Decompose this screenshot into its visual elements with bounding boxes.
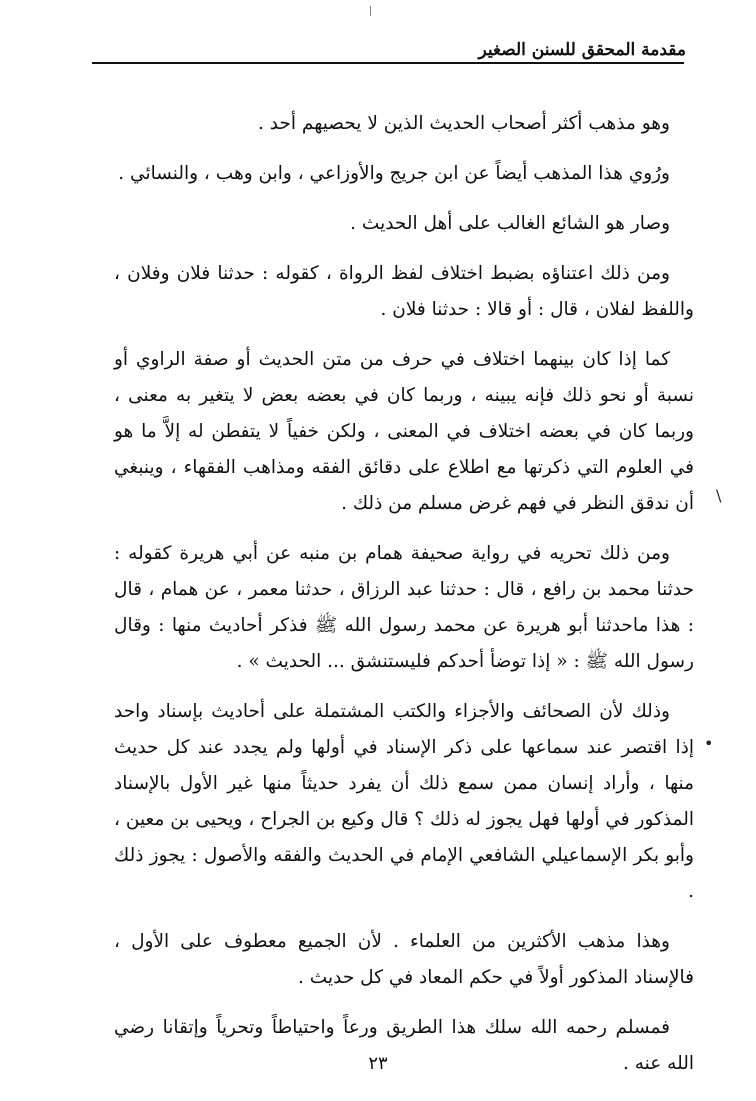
paragraph: ورُوي هذا المذهب أيضاً عن ابن جريج والأوزاعي ، وابن وهب ، والنسائي .	[118, 163, 670, 184]
paragraph: ومن ذلك اعتناؤه بضبط اختلاف لفظ الرواة ، كقوله : حدثنا فلان وفلان ، واللفظ لفلان ، قال : أو قالا : حدثنا فلان .	[114, 263, 694, 320]
header-rule	[92, 62, 684, 64]
scan-mark: \	[716, 486, 722, 505]
paragraph: ومن ذلك تحريه في رواية صحيفة همام بن منبه عن أبي هريرة كقوله : حدثنا محمد بن رافع ، قال : حدثنا عبد الرزاق ، حدثنا معمر ، عن همام ، قال : هذا ماحدثنا أبو هريرة عن محمد رسول الله ﷺ فذكر أحاديث منها : وقال رسول الله ﷺ : « إذا توضأ أحدكم فليستنشق ... الحديث » .	[114, 543, 694, 672]
paragraph: فمسلم رحمه الله سلك هذا الطريق ورعاً واحتياطاً وتحرياً وإتقانا رضي الله عنه .	[114, 1017, 694, 1074]
scan-mark: •	[704, 734, 714, 753]
body-text	[114, 106, 694, 1096]
paragraph: وذلك لأن الصحائف والأجزاء والكتب المشتملة على أحاديث بإسناد واحد إذا اقتصر عند سماعها على ذكر الإسناد في أولها ولم يجدد عند كل حديث منها ، وأراد إنسان ممن سمع ذلك أن يفرد حديثاً منها غير الأول بالإسناد المذكور في أولها فهل يجوز له ذلك ؟ قال وكيع بن الجراح ، ويحيى بن معين ، وأبو بكر الإسماعيلي الشافعي الإمام في الحديث والفقه والأصول : يجوز ذلك .	[114, 701, 694, 902]
paragraph: وصار هو الشائع الغالب على أهل الحديث .	[350, 213, 670, 234]
paragraph: وهذا مذهب الأكثرين من العلماء . لأن الجميع معطوف على الأول ، فالإسناد المذكور أولاً في حكم المعاد في كل حديث .	[114, 931, 694, 988]
paragraph: كما إذا كان بينهما اختلاف في حرف من متن الحديث أو صفة الراوي أو نسبة أو نحو ذلك فإنه يبينه ، وربما كان في بعضه بعض لا يتغير به معنى ، وربما كان في بعضه اختلاف في المعنى ، ولكن خفياً لا يتفطن له إلاَّ ما هو في العلوم التي ذكرتها مع اطلاع على دقائق الفقه ومذاهب الفقهاء ، وينبغي أن ندقق النظر في فهم غرض مسلم من ذلك .	[114, 349, 694, 514]
page-number: ٢٣	[368, 1053, 388, 1074]
scan-mark	[370, 6, 371, 16]
running-header-title: مقدمة المحقق للسنن الصغير	[478, 40, 686, 60]
paragraph: وهو مذهب أكثر أصحاب الحديث الذين لا يحصيهم أحد .	[257, 113, 670, 134]
